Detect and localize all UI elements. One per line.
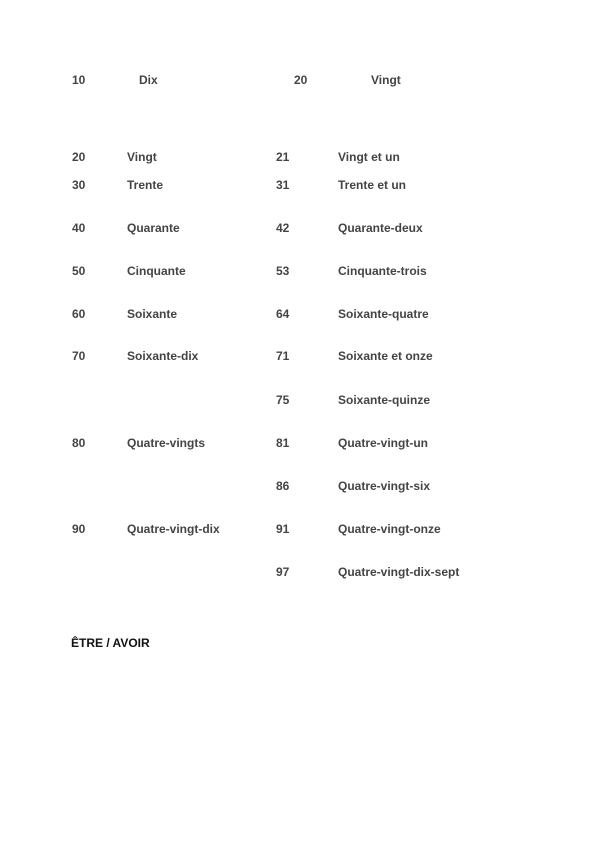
table-right-word: Soixante et onze [338, 349, 433, 363]
table-left-word: Soixante-dix [127, 349, 199, 363]
table-left-word: Trente [127, 178, 164, 192]
table-right-word: Vingt et un [338, 150, 400, 164]
table-left-word: Quarante [127, 221, 180, 235]
table-left-number: 90 [72, 522, 86, 536]
table-right-number: 53 [276, 264, 290, 278]
table-right-word: Quarante-deux [338, 221, 423, 235]
table-right-word: Cinquante-trois [338, 264, 427, 278]
table-right-number: 31 [276, 178, 290, 192]
table-right-word: Quatre-vingt-onze [338, 522, 441, 536]
table-right-number: 42 [276, 221, 290, 235]
table-right-word: Quatre-vingt-six [338, 479, 431, 493]
table-left-number: 70 [72, 349, 86, 363]
table-left-word: Quatre-vingts [127, 436, 206, 450]
table-right-word: Quatre-vingt-un [338, 436, 428, 450]
table-right-word: Quatre-vingt-dix-sept [338, 565, 460, 579]
table-left-number: 20 [72, 150, 86, 164]
table-right-number: 81 [276, 436, 290, 450]
section-heading: ÊTRE / AVOIR [71, 636, 150, 650]
table-left-word: Vingt [127, 150, 157, 164]
table-left-number: 40 [72, 221, 86, 235]
table-left-number: 30 [72, 178, 86, 192]
table-left-number: 80 [72, 436, 86, 450]
table-left-number: 60 [72, 307, 86, 321]
top-number-20: 20 [294, 73, 308, 87]
table-right-number: 97 [276, 565, 290, 579]
table-left-word: Soixante [127, 307, 178, 321]
table-right-number: 75 [276, 393, 290, 407]
top-word-dix: Dix [139, 73, 158, 87]
table-right-number: 64 [276, 307, 290, 321]
table-left-word: Cinquante [127, 264, 186, 278]
table-left-word: Quatre-vingt-dix [127, 522, 220, 536]
table-right-word: Soixante-quinze [338, 393, 431, 407]
table-right-word: Trente et un [338, 178, 407, 192]
top-word-vingt: Vingt [371, 73, 401, 87]
table-right-number: 91 [276, 522, 290, 536]
table-right-word: Soixante-quatre [338, 307, 429, 321]
table-right-number: 71 [276, 349, 290, 363]
top-number-10: 10 [72, 73, 86, 87]
table-right-number: 21 [276, 150, 290, 164]
table-left-number: 50 [72, 264, 86, 278]
table-right-number: 86 [276, 479, 290, 493]
